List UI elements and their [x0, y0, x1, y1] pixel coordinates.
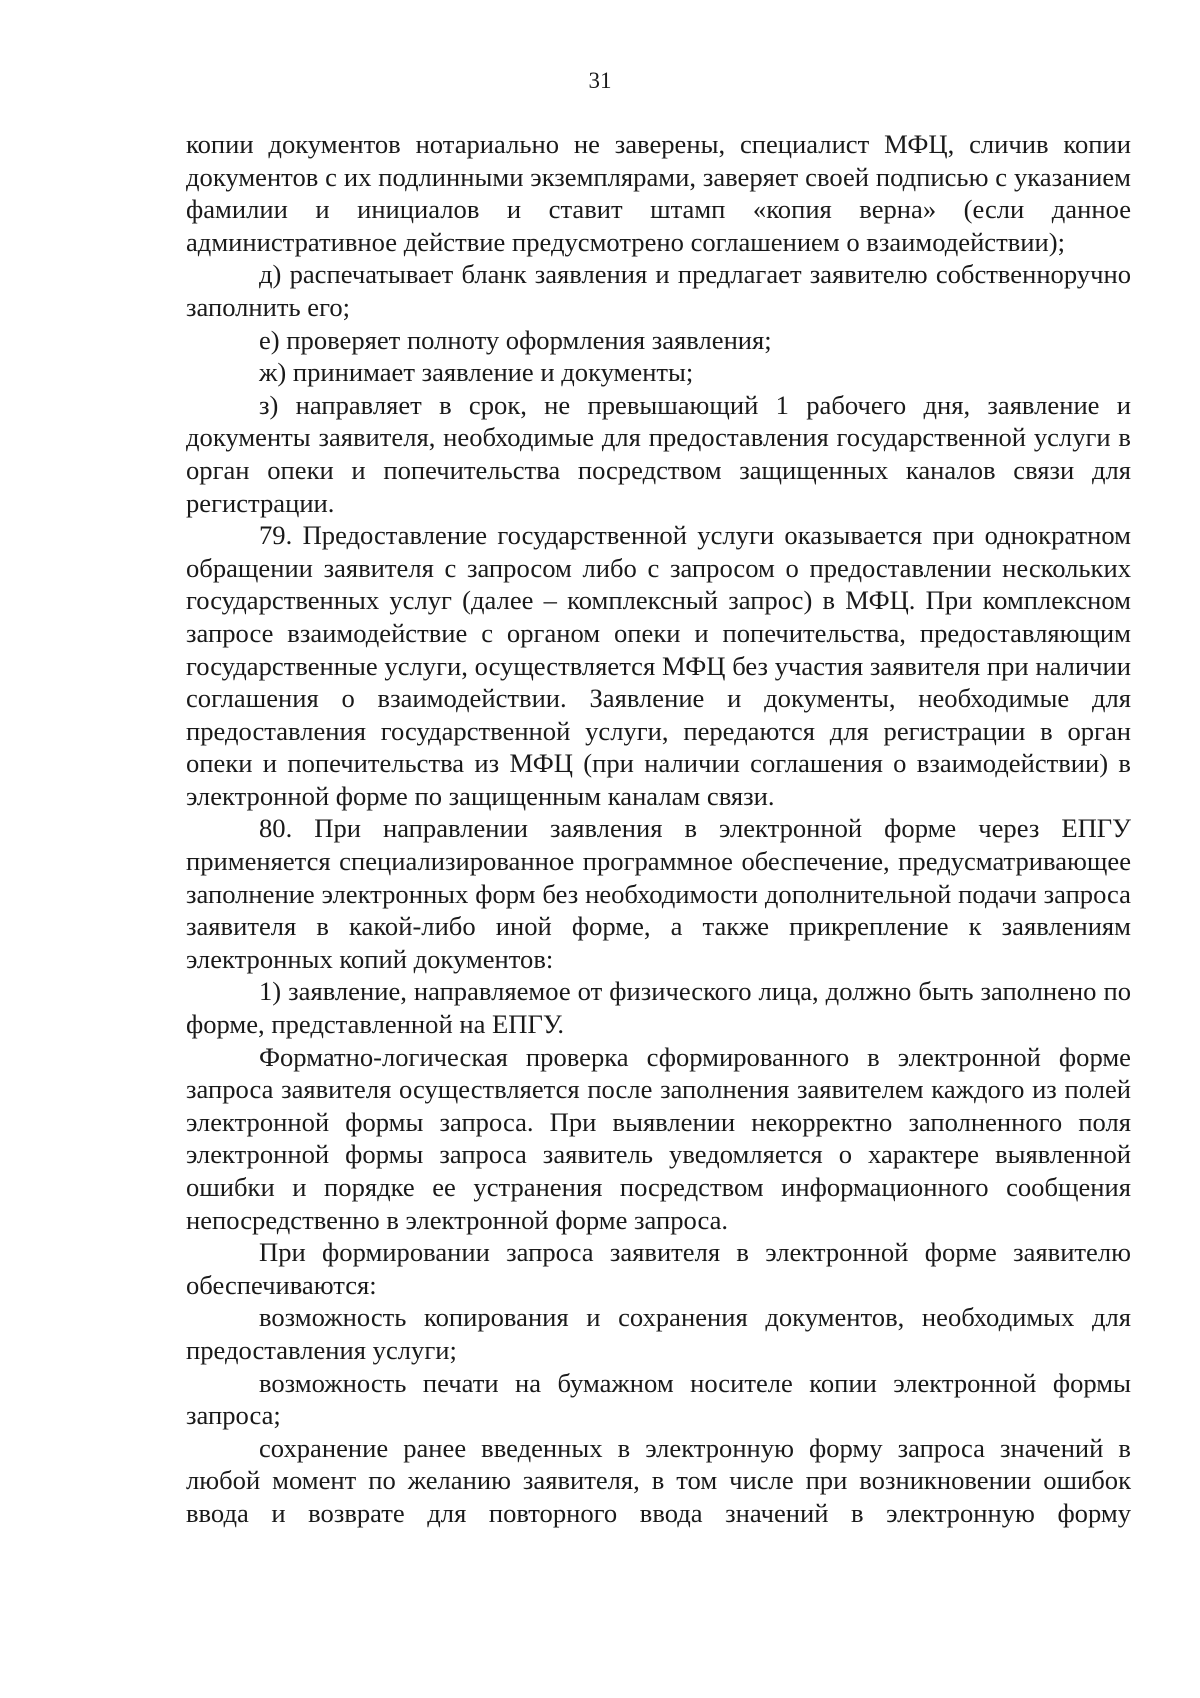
- paragraph: 1) заявление, направляемое от физического лица, должно быть заполнено по форме, представленной на ЕПГУ.: [186, 976, 1131, 1040]
- page-number: 31: [588, 68, 612, 93]
- paragraph: е) проверяет полноту оформления заявления;: [259, 324, 772, 355]
- paragraph: При формировании запроса заявителя в электронной форме заявителю обеспечиваются:: [186, 1237, 1131, 1300]
- paragraph: д) распечатывает бланк заявления и предлагает заявителю собственноручно заполнить его;: [186, 259, 1131, 322]
- paragraph: 79. Предоставление государственной услуги оказывается при однократном обращении заявителя с запросом либо с запросом о предоставлении нескольких государственных услуг (далее – комплексный запрос) в МФЦ. При комплексном запросе взаимодействие с органом опеки и попечительства, предоставляющим государственные услуги, осуществляется МФЦ без участия заявителя при наличии соглашения о взаимодействии. Заявление и документы, необходимые для предоставления государственной услуги, передаются для регистрации в орган опеки и попечительства из МФЦ (при наличии соглашения о взаимодействии) в электронной форме по защищенным каналам связи.: [186, 520, 1131, 811]
- paragraph: сохранение ранее введенных в электронную форму запроса значений в любой момент по желанию заявителя, в том числе при возникновении ошибок ввода и возврате для повторного ввода значений в электронную форму: [186, 1432, 1131, 1528]
- document-body: [186, 128, 1131, 1530]
- paragraph: ж) принимает заявление и документы;: [259, 357, 694, 388]
- paragraph: 80. При направлении заявления в электронной форме через ЕПГУ применяется специализированное программное обеспечение, предусматривающее заполнение электронных форм без необходимости дополнительной подачи запроса заявителя в какой-либо иной форме, а также прикрепление к заявлениям электронных копий документов:: [186, 813, 1131, 974]
- paragraph: возможность печати на бумажном носителе копии электронной формы запроса;: [186, 1367, 1131, 1431]
- paragraph: копии документов нотариально не заверены, специалист МФЦ, сличив копии документов с их подлинными экземплярами, заверяет своей подписью с указанием фамилии и инициалов и ставит штамп «копия верна» (если данное административное действие предусмотрено соглашением о взаимодействии);: [186, 129, 1131, 257]
- paragraph: возможность копирования и сохранения документов, необходимых для предоставления услуги;: [186, 1302, 1131, 1365]
- paragraph: з) направляет в срок, не превышающий 1 рабочего дня, заявление и документы заявителя, необходимые для предоставления государственной услуги в орган опеки и попечительства посредством защищенных каналов связи для регистрации.: [186, 389, 1131, 518]
- paragraph: Форматно-логическая проверка сформированного в электронной форме запроса заявителя осуществляется после заполнения заявителем каждого из полей электронной формы запроса. При выявлении некорректно заполненного поля электронной формы запроса заявитель уведомляется о характере выявленной ошибки и порядке ее устранения посредством информационного сообщения непосредственно в электронной форме запроса.: [186, 1041, 1131, 1235]
